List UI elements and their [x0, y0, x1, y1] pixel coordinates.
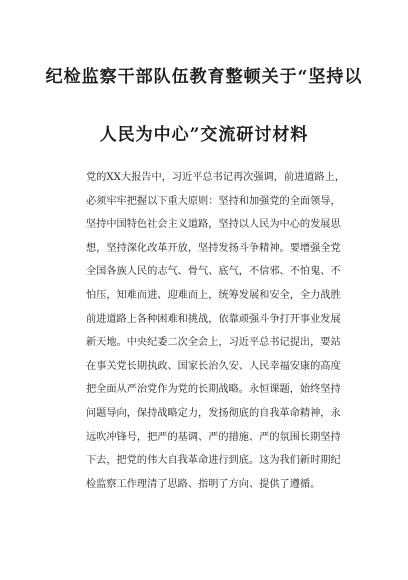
body-line: 检监察工作理清了思路、指明了方向、提供了遵循。 [86, 478, 321, 490]
body-line: 新天地。中央纪委二次全会上，习近平总书记提出，要站 [86, 337, 341, 349]
body-line: 全国各族人民的志气、骨气、底气，不信邪、不怕鬼、不 [86, 266, 341, 278]
body-line: 远吹冲锋号，把严的基调、严的措施、严的氛围长期坚持 [86, 431, 341, 443]
body-line: 问题导向，保持战略定力，发扬彻底的自我革命精神，永 [86, 407, 341, 419]
body-line: 前进道路上各种困难和挑战，依靠顽强斗争打开事业发展 [86, 313, 341, 325]
document-body [86, 166, 346, 496]
body-line: 想，坚持深化改革开放，坚持发扬斗争精神。要增强全党 [86, 242, 341, 254]
body-line: 党的XX大报告中，习近平总书记再次强调，前进道路上， [86, 172, 346, 183]
body-line: 必须牢牢把握以下重大原则：坚持和加强党的全面领导， [86, 195, 341, 207]
document-title-line-1: 纪检监察干部队伍教育整顿关于“坚持以 [45, 67, 363, 87]
body-line: 坚持中国特色社会主义道路，坚持以人民为中心的发展思 [86, 219, 341, 231]
body-line: 把全面从严治党作为党的长期战略。永恒课题，始终坚持 [86, 384, 341, 396]
body-line: 在事关党长期执政、国家长治久安、人民幸福安康的高度 [86, 360, 341, 372]
document-title-line-2: 人民为中心”交流研讨材料 [99, 125, 309, 145]
body-line: 怕压，知难而进、迎难而上，统筹发展和安全，全力战胜 [86, 289, 341, 301]
body-line: 下去，把党的伟大自我革命进行到底。这为我们新时期纪 [86, 455, 341, 467]
